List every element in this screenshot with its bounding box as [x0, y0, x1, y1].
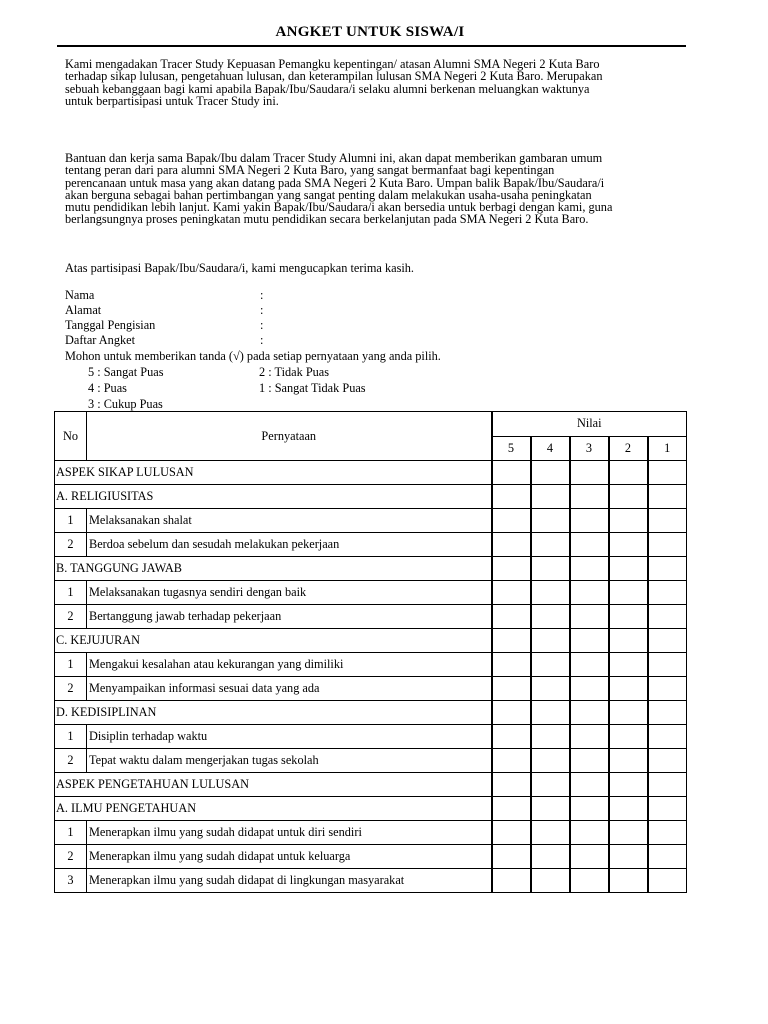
score-cell-3[interactable]: [570, 509, 609, 533]
score-cell-4[interactable]: [531, 677, 570, 701]
score-cell-2[interactable]: [609, 869, 648, 893]
section-label: A. RELIGIUSITAS: [55, 485, 492, 509]
title-divider: [57, 45, 686, 47]
score-cell-2[interactable]: [609, 557, 648, 581]
statement-number: 1: [55, 653, 87, 677]
section-label: ASPEK PENGETAHUAN LULUSAN: [55, 773, 492, 797]
score-cell-5[interactable]: [492, 869, 531, 893]
field-separator: :: [260, 303, 264, 317]
score-cell-1[interactable]: [648, 581, 687, 605]
score-cell-2[interactable]: [609, 533, 648, 557]
header-score-3: 3: [570, 436, 609, 461]
score-cell-3[interactable]: [570, 701, 609, 725]
score-cell-3[interactable]: [570, 485, 609, 509]
section-label: D. KEDISIPLINAN: [55, 701, 492, 725]
statement-number: 2: [55, 749, 87, 773]
statement-number: 2: [55, 845, 87, 869]
score-cell-4[interactable]: [531, 653, 570, 677]
score-cell-4[interactable]: [531, 845, 570, 869]
score-cell-1[interactable]: [648, 461, 687, 485]
score-cell-3[interactable]: [570, 821, 609, 845]
score-cell-4[interactable]: [531, 581, 570, 605]
score-cell-2[interactable]: [609, 677, 648, 701]
score-cell-1[interactable]: [648, 701, 687, 725]
section-label: A. ILMU PENGETAHUAN: [55, 797, 492, 821]
header-score-5: 5: [492, 436, 531, 461]
scale-3: 3 : Cukup Puas: [88, 397, 163, 411]
score-cell-5[interactable]: [492, 773, 531, 797]
field-separator: :: [260, 288, 264, 302]
score-cell-3[interactable]: [570, 653, 609, 677]
score-cell-1[interactable]: [648, 629, 687, 653]
score-cell-4[interactable]: [531, 821, 570, 845]
statement-number: 2: [55, 533, 87, 557]
score-cell-1[interactable]: [648, 797, 687, 821]
statement-text: Menyampaikan informasi sesuai data yang ada: [87, 677, 492, 701]
score-cell-1[interactable]: [648, 677, 687, 701]
score-cell-3[interactable]: [570, 605, 609, 629]
score-cell-3[interactable]: [570, 749, 609, 773]
score-cell-2[interactable]: [609, 821, 648, 845]
score-cell-2[interactable]: [609, 845, 648, 869]
statement-text: Menerapkan ilmu yang sudah didapat untuk keluarga: [87, 845, 492, 869]
header-no: No: [55, 412, 87, 461]
score-cell-5[interactable]: [492, 845, 531, 869]
statement-text: Berdoa sebelum dan sesudah melakukan pekerjaan: [87, 533, 492, 557]
scale-5: 5 : Sangat Puas: [88, 365, 164, 379]
score-cell-3[interactable]: [570, 797, 609, 821]
field-tanggal-pengisian: [65, 318, 263, 332]
statement-row: [55, 845, 687, 869]
score-cell-1[interactable]: [648, 869, 687, 893]
section-row: [55, 773, 687, 797]
score-cell-1[interactable]: [648, 533, 687, 557]
statement-text: Menerapkan ilmu yang sudah didapat untuk diri sendiri: [87, 821, 492, 845]
score-cell-4[interactable]: [531, 725, 570, 749]
field-label: Tanggal Pengisian: [65, 318, 156, 332]
statement-text: Melaksanakan tugasnya sendiri dengan baik: [87, 581, 492, 605]
intro-paragraph-2: Bantuan dan kerja sama Bapak/Ibu dalam Tracer Study Alumni ini, akan dapat memberikan gambaran umum tentang peran dari para alumni SMA Negeri 2 Kuta Baro, yang sangat bermanfaat bagi kepentingan perencanaan untuk masa yang akan datang pada SMA Negeri 2 Kuta Baro. Umpan balik Bapak/Ibu/Saudara/i akan berguna sebagai bahan pertimbangan yang sangat penting dalam melakukan usaha-usaha peningkatan mutu pendidikan lebih lanjut. Kami yakin Bapak/Ibu/Saudara/i akan bersedia untuk berbagi dengan kami, guna berlangsungnya proses peningkatan mutu pendidikan secara berkelanjutan pada SMA Negeri 2 Kuta Baro.: [65, 151, 613, 227]
section-row: [55, 797, 687, 821]
score-cell-5[interactable]: [492, 557, 531, 581]
score-cell-5[interactable]: [492, 509, 531, 533]
section-label: C. KEJUJURAN: [55, 629, 492, 653]
score-cell-1[interactable]: [648, 653, 687, 677]
score-cell-2[interactable]: [609, 461, 648, 485]
score-cell-3[interactable]: [570, 533, 609, 557]
score-cell-1[interactable]: [648, 509, 687, 533]
score-cell-5[interactable]: [492, 653, 531, 677]
score-cell-5[interactable]: [492, 485, 531, 509]
score-cell-4[interactable]: [531, 701, 570, 725]
score-cell-4[interactable]: [531, 749, 570, 773]
score-cell-3[interactable]: [570, 773, 609, 797]
score-cell-4[interactable]: [531, 773, 570, 797]
field-label: Alamat: [65, 303, 102, 317]
statement-text: Tepat waktu dalam mengerjakan tugas sekolah: [87, 749, 492, 773]
statement-text: Mengakui kesalahan atau kekurangan yang dimiliki: [87, 653, 492, 677]
statement-number: 1: [55, 725, 87, 749]
score-cell-3[interactable]: [570, 461, 609, 485]
score-cell-1[interactable]: [648, 557, 687, 581]
statement-text: Disiplin terhadap waktu: [87, 725, 492, 749]
header-score-2: 2: [609, 436, 648, 461]
header-statement: Pernyataan: [87, 412, 492, 461]
score-cell-2[interactable]: [609, 701, 648, 725]
score-cell-4[interactable]: [531, 797, 570, 821]
score-cell-5[interactable]: [492, 725, 531, 749]
score-cell-3[interactable]: [570, 725, 609, 749]
statement-number: 3: [55, 869, 87, 893]
statement-number: 1: [55, 581, 87, 605]
score-cell-1[interactable]: [648, 773, 687, 797]
statement-text: Bertanggung jawab terhadap pekerjaan: [87, 605, 492, 629]
score-cell-1[interactable]: [648, 845, 687, 869]
statement-number: 1: [55, 821, 87, 845]
score-cell-4[interactable]: [531, 533, 570, 557]
section-row: [55, 461, 687, 485]
score-cell-3[interactable]: [570, 869, 609, 893]
section-label: ASPEK SIKAP LULUSAN: [55, 461, 492, 485]
statement-text: Menerapkan ilmu yang sudah didapat di lingkungan masyarakat: [87, 869, 492, 893]
score-cell-4[interactable]: [531, 629, 570, 653]
statement-text: Melaksanakan shalat: [87, 509, 492, 533]
header-score-4: 4: [531, 436, 570, 461]
score-cell-2[interactable]: [609, 797, 648, 821]
score-cell-2[interactable]: [609, 629, 648, 653]
score-cell-3[interactable]: [570, 677, 609, 701]
section-row: [55, 701, 687, 725]
field-alamat: [65, 303, 263, 317]
score-cell-1[interactable]: [648, 821, 687, 845]
intro-paragraph-1: Kami mengadakan Tracer Study Kepuasan Pemangku kepentingan/ atasan Alumni SMA Negeri 2 Kuta Baro terhadap sikap lulusan, pengetahuan lulusan, dan keterampilan lulusan SMA Negeri 2 Kuta Baro. Merupakan sebuah kebanggaan bagi kami apabila Bapak/Ibu/Saudara/i selaku alumni berkenan meluangkan waktunya untuk berpartisipasi untuk Tracer Study ini.: [65, 57, 603, 108]
field-separator: :: [260, 318, 264, 332]
statement-number: 1: [55, 509, 87, 533]
field-label: Nama: [65, 288, 95, 302]
statement-row: [55, 869, 687, 893]
statement-row: [55, 653, 687, 677]
score-cell-2[interactable]: [609, 725, 648, 749]
header-score-1: 1: [648, 436, 687, 461]
score-cell-5[interactable]: [492, 749, 531, 773]
score-cell-5[interactable]: [492, 629, 531, 653]
score-cell-2[interactable]: [609, 749, 648, 773]
statement-row: [55, 533, 687, 557]
score-cell-4[interactable]: [531, 485, 570, 509]
score-cell-2[interactable]: [609, 581, 648, 605]
section-row: [55, 629, 687, 653]
score-cell-5[interactable]: [492, 701, 531, 725]
score-cell-4[interactable]: [531, 557, 570, 581]
score-cell-5[interactable]: [492, 821, 531, 845]
scale-2: 2 : Tidak Puas: [259, 365, 330, 379]
score-cell-4[interactable]: [531, 509, 570, 533]
intro-paragraph-3: Atas partisipasi Bapak/Ibu/Saudara/i, kami mengucapkan terima kasih.: [65, 261, 414, 275]
header-value: Nilai: [492, 412, 687, 437]
field-daftar-angket: [65, 333, 263, 347]
instruction-text: Mohon untuk memberikan tanda (√) pada setiap pernyataan yang anda pilih.: [65, 349, 441, 363]
score-cell-3[interactable]: [570, 557, 609, 581]
score-cell-3[interactable]: [570, 581, 609, 605]
statement-number: 2: [55, 605, 87, 629]
score-cell-3[interactable]: [570, 629, 609, 653]
score-cell-2[interactable]: [609, 605, 648, 629]
survey-table: [54, 411, 687, 893]
scale-1: 1 : Sangat Tidak Puas: [259, 381, 366, 395]
field-nama: [65, 288, 263, 302]
score-cell-5[interactable]: [492, 605, 531, 629]
score-cell-4[interactable]: [531, 461, 570, 485]
score-cell-3[interactable]: [570, 845, 609, 869]
score-cell-1[interactable]: [648, 605, 687, 629]
score-cell-4[interactable]: [531, 605, 570, 629]
score-cell-5[interactable]: [492, 581, 531, 605]
score-cell-2[interactable]: [609, 773, 648, 797]
score-cell-5[interactable]: [492, 533, 531, 557]
score-cell-5[interactable]: [492, 677, 531, 701]
statement-row: [55, 725, 687, 749]
statement-row: [55, 605, 687, 629]
statement-row: [55, 581, 687, 605]
score-cell-2[interactable]: [609, 509, 648, 533]
statement-number: 2: [55, 677, 87, 701]
section-row: [55, 557, 687, 581]
statement-row: [55, 677, 687, 701]
score-cell-1[interactable]: [648, 725, 687, 749]
score-cell-2[interactable]: [609, 653, 648, 677]
survey-body: [55, 461, 687, 893]
score-cell-5[interactable]: [492, 461, 531, 485]
scale-4: 4 : Puas: [88, 381, 127, 395]
score-cell-4[interactable]: [531, 869, 570, 893]
statement-row: [55, 821, 687, 845]
section-label: B. TANGGUNG JAWAB: [55, 557, 492, 581]
score-cell-1[interactable]: [648, 749, 687, 773]
statement-row: [55, 509, 687, 533]
score-cell-5[interactable]: [492, 797, 531, 821]
field-label: Daftar Angket: [65, 333, 135, 347]
score-cell-1[interactable]: [648, 485, 687, 509]
score-cell-2[interactable]: [609, 485, 648, 509]
section-row: [55, 485, 687, 509]
field-separator: :: [260, 333, 264, 347]
statement-row: [55, 749, 687, 773]
document-title: ANGKET UNTUK SISWA/I: [275, 24, 465, 40]
